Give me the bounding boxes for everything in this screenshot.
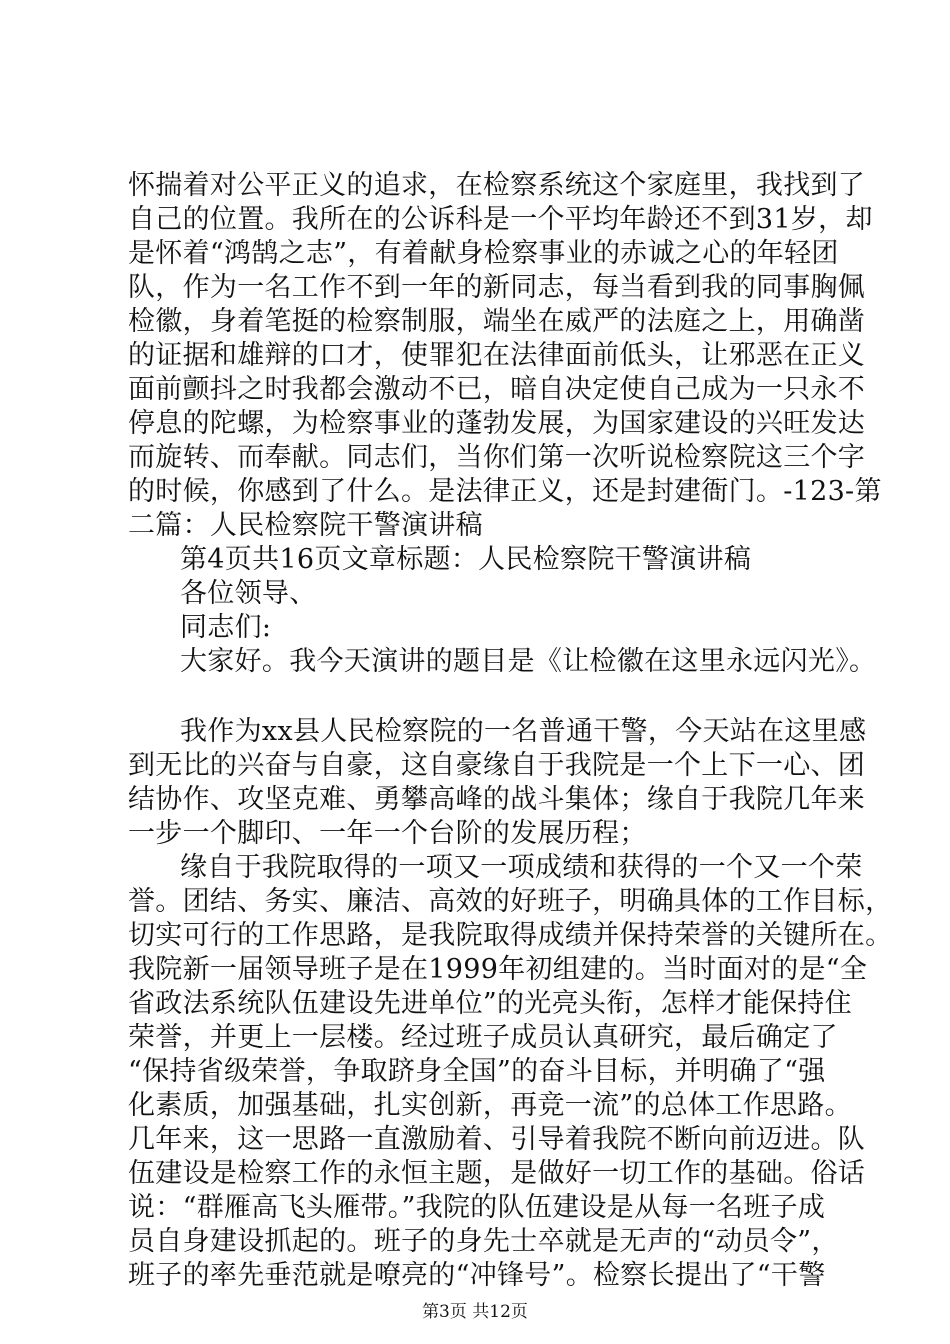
body-text-line: 二篇：人民检察院干警演讲稿: [128, 510, 483, 541]
body-text-line: 到无比的兴奋与自豪，这自豪缘自于我院是一个上下一心、团: [128, 750, 866, 781]
body-text-line: 伍建设是检察工作的永恒主题，是做好一切工作的基础。俗话: [128, 1158, 866, 1189]
page-number-footer: 第3页 共12页: [422, 1302, 528, 1322]
body-text-line: 怀揣着对公平正义的追求，在检察系统这个家庭里，我找到了: [128, 170, 866, 201]
salutation-line: 各位领导、: [180, 578, 317, 609]
body-text-line: 班子的率先垂范就是嘹亮的“冲锋号”。检察长提出了“干警: [128, 1260, 826, 1291]
body-text-line: 停息的陀螺，为检察事业的蓬勃发展，为国家建设的兴旺发达: [128, 408, 866, 439]
body-text-line: 一步一个脚印、一年一个台阶的发展历程；: [128, 818, 647, 849]
body-text-line: 誉。团结、务实、廉洁、高效的好班子，明确具体的工作目标，: [128, 886, 893, 917]
body-text-line: 我院新一届领导班子是在1999年初组建的。当时面对的是“全: [128, 954, 868, 985]
body-text-line: 的证据和雄辩的口才，使罪犯在法律面前低头，让邪恶在正义: [128, 340, 866, 371]
body-text-line: 切实可行的工作思路，是我院取得成绩并保持荣誉的关键所在。: [128, 920, 893, 951]
body-text-line: 缘自于我院取得的一项又一项成绩和获得的一个又一个荣: [180, 852, 863, 883]
body-text-line: 的时候，你感到了什么。是法律正义，还是封建衙门。-123-第: [128, 476, 882, 507]
body-text-line: 我作为xx县人民检察院的一名普通干警，今天站在这里感: [180, 716, 867, 747]
body-text-line: 省政法系统队伍建设先进单位”的光亮头衔，怎样才能保持住: [128, 988, 852, 1019]
body-text-line: 检徽，身着笔挺的检察制服，端坐在威严的法庭之上，用确凿: [128, 306, 866, 337]
body-text-line: “保持省级荣誉，争取跻身全国”的奋斗目标，并明确了“强: [128, 1056, 826, 1087]
body-text-line: 说：“群雁高飞头雁带。”我院的队伍建设是从每一名班子成: [128, 1192, 826, 1223]
body-text-line: 化素质，加强基础，扎实创新，再竞一流”的总体工作思路。: [128, 1090, 852, 1121]
body-text-line: 面前颤抖之时我都会激动不已，暗自决定使自己成为一只永不: [128, 374, 866, 405]
body-text-line: 几年来，这一思路一直激励着、引导着我院不断向前迈进。队: [128, 1124, 866, 1155]
body-text-line: 而旋转、而奉献。同志们，当你们第一次听说检察院这三个字: [128, 442, 866, 473]
body-text-line: 结协作、攻坚克难、勇攀高峰的战斗集体；缘自于我院几年来: [128, 784, 866, 815]
body-text-line: 队，作为一名工作不到一年的新同志，每当看到我的同事胸佩: [128, 272, 866, 303]
body-text-line: 是怀着“鸿鹄之志”，有着献身检察事业的赤诚之心的年轻团: [128, 238, 839, 269]
body-text-line: 自己的位置。我所在的公诉科是一个平均年龄还不到31岁，却: [128, 204, 873, 235]
salutation-line: 同志们:: [180, 612, 272, 643]
body-text-line: 员自身建设抓起的。班子的身先士卒就是无声的“动员令”，: [128, 1226, 839, 1257]
speech-topic-line: 大家好。我今天演讲的题目是《让检徽在这里永远闪光》。: [180, 646, 877, 677]
article-title-line: 第4页共16页文章标题：人民检察院干警演讲稿: [180, 544, 752, 575]
body-text-line: 荣誉，并更上一层楼。经过班子成员认真研究，最后确定了: [128, 1022, 838, 1053]
